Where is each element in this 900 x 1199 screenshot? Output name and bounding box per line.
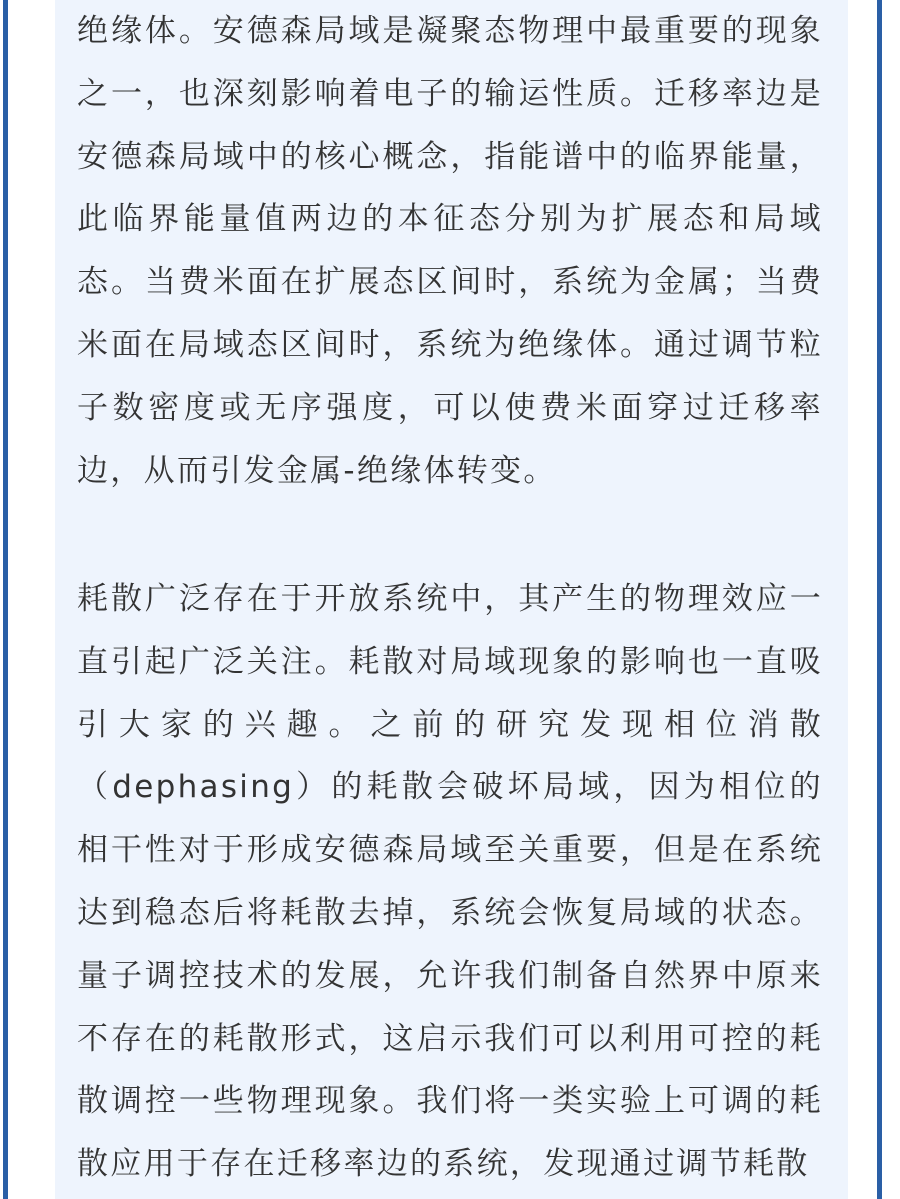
right-border-stripe [877,0,882,1199]
article-paragraph-mobility-edge: 绝缘体。安德森局域是凝聚态物理中最重要的现象之一，也深刻影响着电子的输运性质。迁移率边是安德森局域中的核心概念，指能谱中的临界能量，此临界能量值两边的本征态分别为扩展态和局域态。当费米面在扩展态区间时，系统为金属；当费米面在局域态区间时，系统为绝缘体。通过调节粒子数密度或无序强度，可以使费米面穿过迁移率边，从而引发金属-绝缘体转变。 [77,13,823,489]
article-paragraph-dissipation: 耗散广泛存在于开放系统中，其产生的物理效应一直引起广泛关注。耗散对局域现象的影响也一直吸引大家的兴趣。之前的研究发现相位消散（dephasing）的耗散会破坏局域，因为相位的相干性对于形成安德森局域至关重要，但是在系统达到稳态后将耗散去掉，系统会恢复局域的状态。量子调控技术的发展，允许我们制备自然界中原来不存在的耗散形式，这启示我们可以利用可控的耗散调控一些物理现象。我们将一类实验上可调的耗散应用于存在迁移率边的系统，发现通过调节耗散 [77,581,823,1183]
left-border-stripe [3,0,8,1199]
